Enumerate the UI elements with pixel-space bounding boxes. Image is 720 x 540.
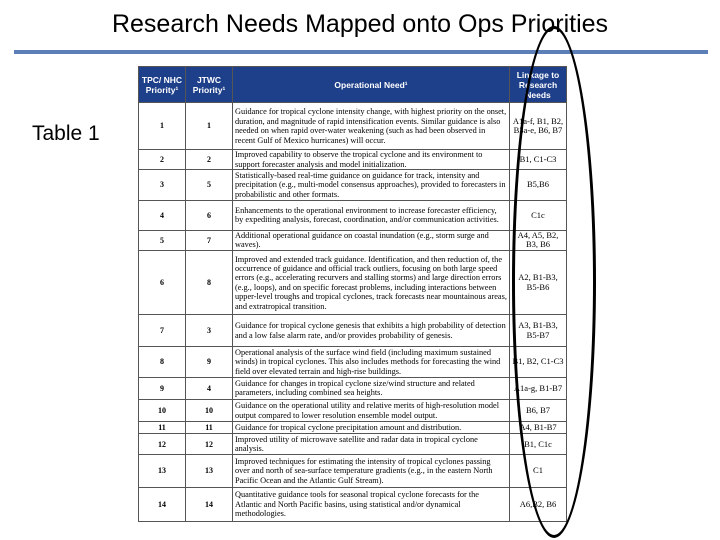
table-row [139, 315, 567, 346]
tpc-priority-cell: 1 [139, 103, 186, 150]
linkage-cell: A2, B1-B3, B5-B6 [510, 251, 567, 315]
operational-need-cell: Statistically-based real-time guidance on guidance for track, intensity and precipitation (e.g., multi-model consensus approaches), provided to forecasters in probabilistic and other formats. [233, 170, 510, 200]
jtwc-priority-cell: 13 [186, 455, 233, 487]
tpc-priority-cell: 14 [139, 487, 186, 521]
tpc-priority-cell: 13 [139, 455, 186, 487]
table-row [139, 377, 567, 399]
tpc-priority-cell: 2 [139, 150, 186, 170]
operational-need-cell: Quantitative guidance tools for seasonal tropical cyclone forecasts for the Atlantic and North Pacific basins, using statistical and/or dynamical methodologies. [233, 487, 510, 521]
header-linkage: Linkage to Research Needs [510, 67, 567, 103]
linkage-cell: A1a-f, B1, B2, B3a-e, B6, B7 [510, 103, 567, 150]
slide-title: Research Needs Mapped onto Ops Priorities [111, 10, 609, 38]
jtwc-priority-cell: 10 [186, 400, 233, 422]
operational-need-cell: Improved capability to observe the tropical cyclone and its environment to support forecaster analysis and model initialization. [233, 150, 510, 170]
jtwc-priority-cell: 11 [186, 422, 233, 434]
linkage-cell: B6, B7 [510, 400, 567, 422]
jtwc-priority-cell: 5 [186, 170, 233, 200]
jtwc-priority-cell: 3 [186, 315, 233, 346]
table-row [139, 455, 567, 487]
linkage-cell: B1, C1-C3 [510, 150, 567, 170]
table-label: Table 1 [32, 122, 100, 145]
operational-need-cell: Additional operational guidance on coastal inundation (e.g., storm surge and waves). [233, 230, 510, 250]
linkage-cell: A6,B2, B6 [510, 487, 567, 521]
operational-need-cell: Operational analysis of the surface wind field (including maximum sustained winds) in tropical cyclones. This also includes methods for forecasting the wind field over elevated terrain and high-rise buildings. [233, 346, 510, 377]
linkage-cell: A4, A5, B2, B3, B6 [510, 230, 567, 250]
header-tpc-priority: TPC/ NHC Priority¹ [139, 67, 186, 103]
title-underline [14, 50, 708, 54]
operational-need-cell: Improved techniques for estimating the intensity of tropical cyclones passing over and north of sea-surface temperature gradients (e.g., in the eastern North Pacific Ocean and the Atlantic Gulf Stream). [233, 455, 510, 487]
linkage-cell: C1c [510, 200, 567, 230]
tpc-priority-cell: 6 [139, 251, 186, 315]
jtwc-priority-cell: 4 [186, 377, 233, 399]
linkage-cell: A3, B1-B3, B5-B7 [510, 315, 567, 346]
table-row [139, 170, 567, 200]
operational-need-cell: Guidance on the operational utility and relative merits of high-resolution model output compared to lower resolution ensemble model output. [233, 400, 510, 422]
table-row [139, 103, 567, 150]
operational-need-cell: Improved utility of microwave satellite and radar data in tropical cyclone analysis. [233, 434, 510, 455]
tpc-priority-cell: 12 [139, 434, 186, 455]
jtwc-priority-cell: 1 [186, 103, 233, 150]
operational-need-cell: Guidance for tropical cyclone genesis that exhibits a high probability of detection and a low false alarm rate, and/or provides probability of genesis. [233, 315, 510, 346]
table-row [139, 200, 567, 230]
jtwc-priority-cell: 7 [186, 230, 233, 250]
priorities-table [138, 66, 567, 522]
header-operational-need: Operational Need¹ [233, 67, 510, 103]
linkage-cell: C1 [510, 455, 567, 487]
operational-need-cell: Guidance for changes in tropical cyclone size/wind structure and related parameters, including combined sea heights. [233, 377, 510, 399]
tpc-priority-cell: 4 [139, 200, 186, 230]
tpc-priority-cell: 7 [139, 315, 186, 346]
table-row [139, 487, 567, 521]
tpc-priority-cell: 9 [139, 377, 186, 399]
linkage-cell: B1, C1c [510, 434, 567, 455]
jtwc-priority-cell: 6 [186, 200, 233, 230]
tpc-priority-cell: 5 [139, 230, 186, 250]
tpc-priority-cell: 8 [139, 346, 186, 377]
tpc-priority-cell: 10 [139, 400, 186, 422]
table-row [139, 251, 567, 315]
jtwc-priority-cell: 12 [186, 434, 233, 455]
linkage-cell: A1a-g, B1-B7 [510, 377, 567, 399]
header-jtwc-priority: JTWC Priority¹ [186, 67, 233, 103]
table-header-row [139, 67, 567, 103]
operational-need-cell: Guidance for tropical cyclone precipitation amount and distribution. [233, 422, 510, 434]
table-row [139, 230, 567, 250]
table-row [139, 434, 567, 455]
jtwc-priority-cell: 9 [186, 346, 233, 377]
table-row [139, 150, 567, 170]
tpc-priority-cell: 3 [139, 170, 186, 200]
linkage-cell: B1, B2, C1-C3 [510, 346, 567, 377]
table-row [139, 346, 567, 377]
operational-need-cell: Guidance for tropical cyclone intensity change, with highest priority on the onset, duration, and magnitude of rapid intensification events. Similar guidance is also needed on when rapid over-water weakening (such as had been observed in recent Gulf of Mexico hurricanes) will occur. [233, 103, 510, 150]
table-row [139, 400, 567, 422]
tpc-priority-cell: 11 [139, 422, 186, 434]
table-row [139, 422, 567, 434]
linkage-cell: A4, B1-B7 [510, 422, 567, 434]
jtwc-priority-cell: 14 [186, 487, 233, 521]
operational-need-cell: Enhancements to the operational environment to increase forecaster efficiency, by expediting analysis, forecast, coordination, and/or communication activities. [233, 200, 510, 230]
jtwc-priority-cell: 2 [186, 150, 233, 170]
operational-need-cell: Improved and extended track guidance. Identification, and then reduction of, the occurrence of guidance and official track outliers, focusing on both large speed errors (e.g., accelerating recurvers and stalling storms) and large direction errors (e.g., loops), and on specific forecast problems, including interactions between upper-level troughs and tropical cyclones, track forecasts near mountainous areas, and extratropical transition. [233, 251, 510, 315]
jtwc-priority-cell: 8 [186, 251, 233, 315]
linkage-cell: B5,B6 [510, 170, 567, 200]
